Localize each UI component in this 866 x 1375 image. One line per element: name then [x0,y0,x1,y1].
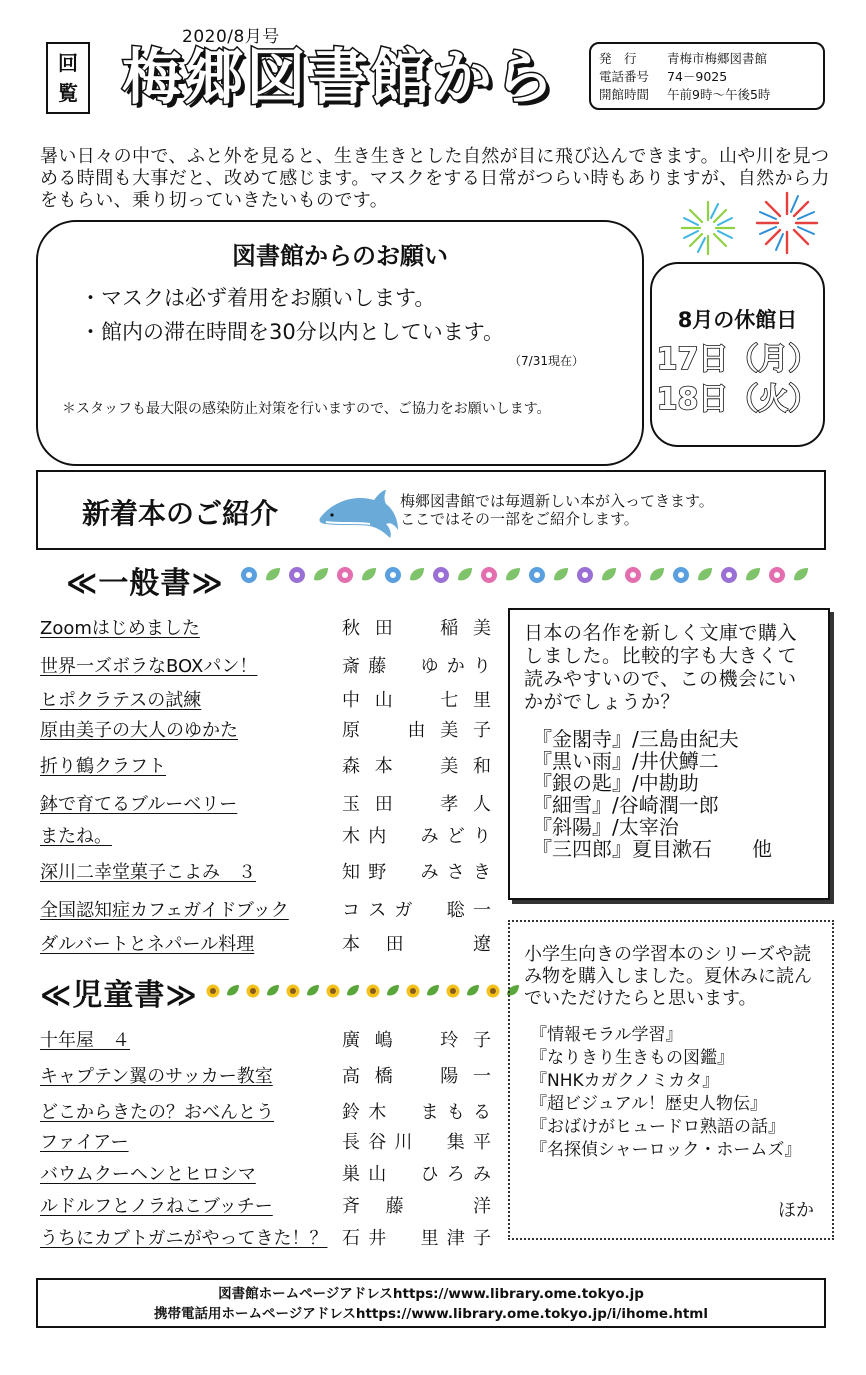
leaf-icon [266,984,280,998]
info-value: 午前9時～午後5時 [667,87,771,102]
info-row [599,68,815,86]
book-author: コスガ 聡一 [342,900,492,921]
book-row [40,1192,492,1220]
new-books-text [400,492,714,528]
leaf-icon [696,566,714,584]
book-title: ファイアー [40,1132,129,1153]
book-row [40,822,492,850]
book-row [40,686,492,714]
book-author: 斉藤 洋 [342,1196,492,1217]
morning-glory-border [240,566,810,584]
classics-item: 『金閣寺』/三島由紀夫 [532,727,739,751]
homepage-address[interactable]: 図書館ホームページアドレスhttps://www.library.ome.tokyo.jp [218,1286,644,1302]
sunflower-border [206,984,520,998]
sunflower-icon [246,984,260,998]
book-title: 深川二幸堂菓子こよみ ３ [40,862,256,883]
request-note: ＊スタッフも最大限の感染防止対策を行いますので、ご協力をお願いします。 [62,401,551,417]
morning-glory-icon [432,566,450,584]
book-author: 秋田 稲美 [342,618,492,639]
newsletter-title: 梅郷図書館から [122,43,556,113]
book-title: 鉢で育てるブルーベリー [40,794,238,815]
book-row [40,1224,492,1252]
book-title: 十年屋 ４ [40,1030,130,1051]
closed-day: 18日（火） [656,382,819,417]
info-value: 74－9025 [667,69,728,84]
request-item: ・館内の滞在時間を30分以内としています。 [80,320,505,344]
book-row [40,790,492,818]
sunflower-icon [366,984,380,998]
classics-item: 『黒い雨』/井伏鱒二 [532,749,719,773]
kids-series-item: 『NHKカガクノミカタ』 [530,1071,720,1091]
kids-series-list [530,1024,818,1162]
book-row [40,652,492,680]
general-books-heading: ≪一般書≫ [66,566,224,601]
book-row [40,896,492,924]
book-author: 中山 七里 [342,690,492,711]
book-author: 木内 みどり [342,826,492,847]
request-item: ・マスクは必ず着用をお願いします。 [80,286,436,310]
info-key: 発 行 [599,51,637,66]
sunflower-icon [486,984,500,998]
leaf-icon [426,984,440,998]
classics-item: 『銀の匙』/中勘助 [532,771,699,795]
book-row [40,1128,492,1156]
leaf-icon [744,566,762,584]
book-title: ヒポクラテスの試練 [40,690,202,711]
kairan-char: 回 [58,51,78,75]
mobile-homepage-address[interactable]: 携帯電話用ホームページアドレスhttps://www.library.ome.tokyo.jp/i/ihome.html [154,1306,708,1322]
book-author: 本田 遼 [342,934,492,955]
kids-series-item: 『情報モラル学習』 [530,1025,683,1045]
kids-series-item: 『おばけがヒュードロ熟語の話』 [530,1117,785,1137]
morning-glory-icon [336,566,354,584]
sunflower-icon [286,984,300,998]
book-title: Zoomはじめました [40,618,200,639]
request-date: （7/31現在） [509,354,584,368]
morning-glory-icon [288,566,306,584]
book-title: またね。 [40,826,112,847]
classics-item: 『細雪』/谷崎潤一郎 [532,793,719,817]
book-row [40,1160,492,1188]
closed-days-box [650,262,825,447]
kids-series-box [508,920,834,1240]
closed-day: 17日（月） [656,342,819,377]
book-author: 玉田 孝人 [342,794,492,815]
book-author: 森本 美和 [342,756,492,777]
leaf-icon [792,566,810,584]
book-title: バウムクーヘンとヒロシマ [40,1164,256,1185]
kids-series-text: 小学生向きの学習本のシリーズや読み物を購入しました。夏休みに読んでいただけたらと思います。 [524,944,812,1009]
kids-series-item: 『超ビジュアル！歴史人物伝』 [530,1094,767,1114]
book-author: 巣山 ひろみ [342,1164,492,1185]
book-author: 斎藤 ゆかり [342,656,492,677]
classics-item: 『斜陽』/太宰治 [532,815,679,839]
dolphin-icon [314,484,404,540]
book-title: どこからきたの？おべんとう [40,1102,274,1123]
leaf-icon [306,984,320,998]
book-author: 石井 里津子 [342,1228,492,1249]
classics-box [508,608,830,900]
info-key: 電話番号 [599,69,650,84]
sunflower-icon [326,984,340,998]
children-books-heading: ≪児童書≫ [40,978,198,1013]
book-title: ルドルフとノラねこブッチー [40,1196,273,1217]
kids-series-item: 『名探偵シャーロック・ホームズ』 [530,1140,802,1160]
sunflower-icon [446,984,460,998]
book-title: 原由美子の大人のゆかた [40,720,238,741]
book-title: 折り鶴クラフト [40,756,166,777]
library-info-box [589,42,825,110]
kids-series-item: 『なりきり生きもの図鑑』 [530,1048,734,1068]
book-title: 世界一ズボラなBOXパン！ [40,656,258,677]
morning-glory-icon [720,566,738,584]
book-author: 鈴木 まもる [342,1102,492,1123]
morning-glory-icon [384,566,402,584]
book-row [40,716,492,744]
book-row [40,858,492,886]
new-books-text-line: ここではその一部をご紹介します。 [400,510,639,528]
classics-text: 日本の名作を新しく文庫で購入しました。比較的字も大きくて読みやすいので、この機会にいかがでしょうか？ [524,622,798,713]
sunflower-icon [406,984,420,998]
book-row [40,1026,492,1054]
book-title: キャプテン翼のサッカー教室 [40,1066,273,1087]
footer-addresses [36,1278,826,1328]
kids-series-more: ほか [778,1200,814,1221]
closed-days-title: 8月の休館日 [677,308,798,332]
morning-glory-icon [624,566,642,584]
leaf-icon [312,566,330,584]
issue-date: 2020/8月号 [182,27,280,47]
book-author: 長谷川 集平 [342,1132,492,1153]
intro-paragraph: 暑い日々の中で、ふと外を見ると、生き生きとした自然が目に飛び込んできます。山や川を見つめる時間も大事だと、改めて感じます。マスクをする日常がつらい時もありますが、自然から力をもらい、乗り切っていきたいものです。 [40,146,830,211]
info-row [599,50,815,68]
kairan-char: 覧 [58,81,78,105]
new-books-banner [36,470,826,550]
morning-glory-icon [240,566,258,584]
morning-glory-icon [576,566,594,584]
firework-green-icon [676,196,740,260]
book-author: 原 由美子 [342,720,492,741]
new-books-text-line: 梅郷図書館では毎週新しい本が入ってきます。 [400,492,714,510]
book-row [40,614,492,642]
book-title: うちにカブトガニがやってきた！？ [40,1228,328,1249]
book-title: 全国認知症カフェガイドブック [40,900,289,921]
sunflower-icon [206,984,220,998]
leaf-icon [600,566,618,584]
morning-glory-icon [480,566,498,584]
leaf-icon [456,566,474,584]
book-author: 高橋 陽一 [342,1066,492,1087]
book-row [40,752,492,780]
book-author: 廣嶋 玲子 [342,1030,492,1051]
new-books-title: 新着本のご紹介 [82,497,279,530]
request-title: 図書館からのお願い [232,242,448,270]
leaf-icon [264,566,282,584]
leaf-icon [346,984,360,998]
book-title: ダルバートとネパール料理 [40,934,255,955]
leaf-icon [648,566,666,584]
firework-red-icon [752,188,822,258]
book-row [40,930,492,958]
book-row [40,1098,492,1126]
info-value: 青梅市梅郷図書館 [667,51,768,66]
book-row [40,1062,492,1090]
info-key: 開館時間 [599,87,650,102]
leaf-icon [504,566,522,584]
morning-glory-icon [528,566,546,584]
kairan-stamp [46,42,90,114]
classics-list [532,728,814,860]
info-row [599,86,815,104]
classics-item: 『三四郎』夏目漱石 他 [532,837,772,861]
leaf-icon [552,566,570,584]
morning-glory-icon [672,566,690,584]
leaf-icon [466,984,480,998]
morning-glory-icon [768,566,786,584]
book-author: 知野 みさき [342,862,492,883]
request-box [36,220,644,466]
leaf-icon [408,566,426,584]
leaf-icon [360,566,378,584]
leaf-icon [386,984,400,998]
leaf-icon [226,984,240,998]
